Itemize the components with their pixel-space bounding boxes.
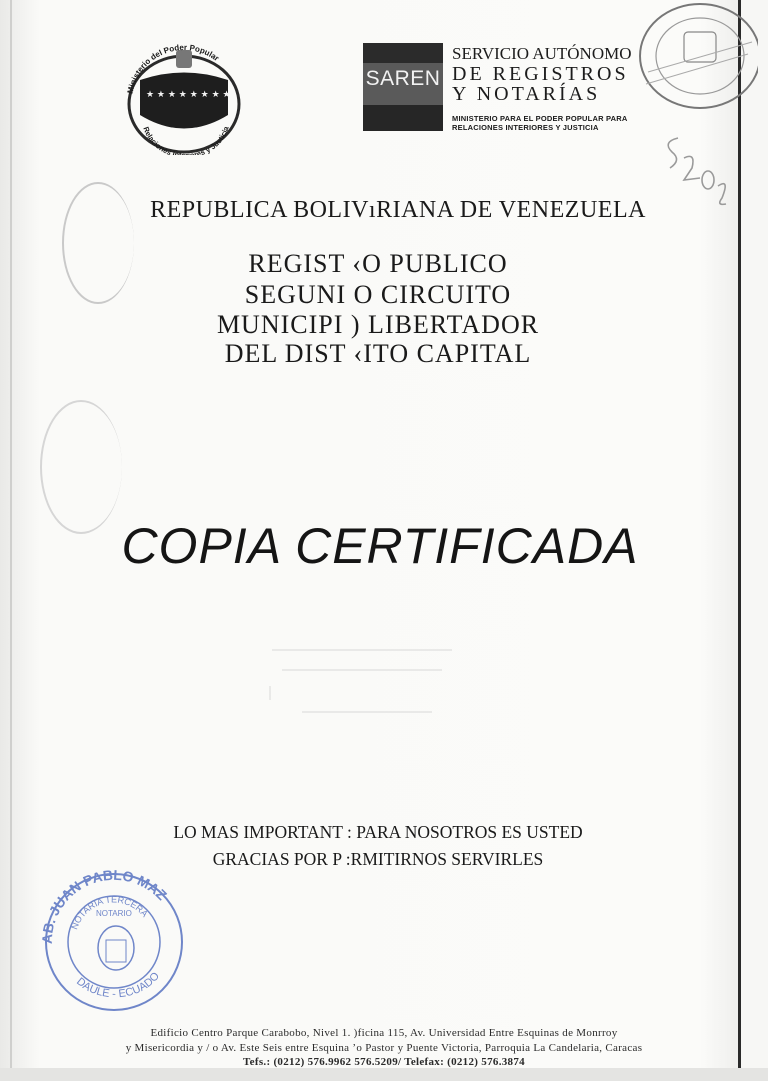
saren-logo-text: SAREN [365,67,441,90]
country-heading: REPUBLICA BOLIVıRIANA DE VENEZUELA [150,197,646,223]
slogan-line-1: LO MAS IMPORTANT : PARA NOSOTROS ES USTED [173,822,583,842]
saren-title-line2: DE REGISTROS [452,63,629,85]
faint-stamp-left-lower [40,400,122,534]
document-title: COPIA CERTIFICADA [121,518,639,574]
registry-stamp [628,2,758,114]
svg-text:★ ★ ★ ★ ★ ★ ★ ★: ★ ★ ★ ★ ★ ★ ★ ★ [146,90,231,100]
saren-subtitle [452,114,642,132]
notary-stamp-inner-mid: NOTARIO [96,909,132,918]
notary-stamp-icon [38,868,188,1014]
saren-subtitle-line1: MINISTERIO PARA EL PODER POPULAR PARA [452,114,628,123]
slogan-line-2: GRACIAS POR P :RMITIRNOS SERVIRLES [212,849,544,869]
notary-stamp-inner-top: NOTARIA TERCERA [69,894,150,931]
ministry-seal-icon [118,40,248,155]
registry-stamp-icon [628,2,758,114]
registry-line-1: REGIST ‹O PUBLICO [248,249,508,278]
handwritten-mark-icon [656,128,736,208]
svg-text:AB. JUAN PABLO MAZ [39,868,171,944]
notary-stamp-arc-bottom: DAULE - ECUADO [74,970,162,1001]
registry-line-4: DEL DIST ‹ITO CAPITAL [224,339,532,368]
saren-title-line3: Y NOTARÍAS [452,83,601,105]
registry-line-2: SEGUNI O CIRCUITO [244,280,512,309]
saren-title-line1: SERVICIO AUTÓNOMO [452,44,632,63]
footer-line-3: Tefs.: (0212) 576.9962 576.5209/ Telefax: (0212) 576.3874 [243,1056,525,1068]
saren-logo [363,43,443,131]
saren-title [452,44,642,104]
page-bottom-strip [0,1068,768,1081]
footer-line-1: Edificio Centro Parque Carabobo, Nivel 1. )ficina 115, Av. Universidad Entre Esquinas de Monrroy [150,1027,618,1039]
handwritten-mark [656,128,736,208]
svg-text:Ministerio del Poder Popular: Ministerio del Poder Popular [125,42,221,95]
ministry-seal [118,40,248,155]
faint-bleedthrough [262,600,462,720]
svg-text:Relaciones Interiores y Justic: Relaciones In res y Justicia [141,125,231,155]
registry-line-3: MUNICIPI ) LIBERTADOR [216,310,540,339]
notary-stamp-arc-top: AB. JUAN PABLO MAZ [38,868,171,945]
saren-subtitle-line2: RELACIONES INTERIORES Y JUSTICIA [452,123,599,132]
notary-stamp [38,868,188,1014]
footer-line-2: y Misericordia y / o Av. Este Seis entre Esquina ’o Pastor y Puente Victoria, Parroquia La Candelaria, Caracas [125,1042,643,1054]
